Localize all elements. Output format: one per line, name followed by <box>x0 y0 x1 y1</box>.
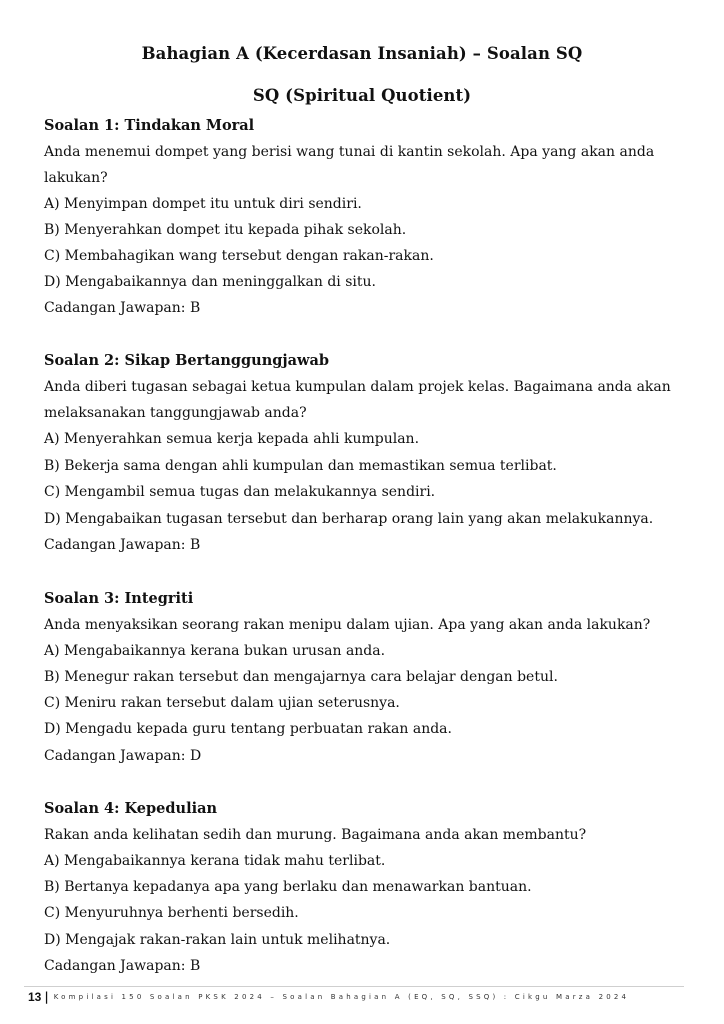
question-4-prompt-line-1: Rakan anda kelihatan sedih dan murung. Bagaimana anda akan membantu? <box>44 827 587 843</box>
question-4-title: Soalan 4: Kepedulian <box>44 800 218 817</box>
question-1-option-a: A) Menyimpan dompet itu untuk diri sendiri. <box>44 196 362 212</box>
question-1-option-c: C) Membahagikan wang tersebut dengan rakan-rakan. <box>44 248 434 264</box>
question-2-prompt-line-2: melaksanakan tanggungjawab anda? <box>44 405 307 421</box>
question-2-option-c: C) Mengambil semua tugas dan melakukannya sendiri. <box>44 484 436 500</box>
question-2-option-d: D) Mengabaikan tugasan tersebut dan berharap orang lain yang akan melakukannya. <box>44 511 654 527</box>
question-1-title: Soalan 1: Tindakan Moral <box>44 117 255 134</box>
question-4-option-b: B) Bertanya kepadanya apa yang berlaku dan menawarkan bantuan. <box>44 879 532 895</box>
question-1-option-d: D) Mengabaikannya dan meninggalkan di situ. <box>44 274 376 290</box>
footer-separator: | <box>44 990 49 1004</box>
question-4-option-c: C) Menyuruhnya berhenti bersedih. <box>44 905 299 921</box>
page-title: Bahagian A (Kecerdasan Insaniah) – Soalan SQ <box>141 44 583 63</box>
question-2-option-a: A) Menyerahkan semua kerja kepada ahli kumpulan. <box>44 431 420 447</box>
question-3-option-b: B) Menegur rakan tersebut dan mengajarnya cara belajar dengan betul. <box>44 669 558 685</box>
question-3-option-c: C) Meniru rakan tersebut dalam ujian seterusnya. <box>44 695 400 711</box>
question-2-option-b: B) Bekerja sama dengan ahli kumpulan dan memastikan semua terlibat. <box>44 458 557 474</box>
question-3-title: Soalan 3: Integriti <box>44 590 194 607</box>
question-1-prompt-line-1: Anda menemui dompet yang berisi wang tunai di kantin sekolah. Apa yang akan anda <box>44 144 655 160</box>
page-subtitle: SQ (Spiritual Quotient) <box>252 86 472 105</box>
question-1-prompt-line-2: lakukan? <box>44 170 108 186</box>
page-footer <box>28 990 629 1004</box>
question-1-answer: Cadangan Jawapan: B <box>44 300 201 316</box>
footer-divider <box>24 986 684 987</box>
question-2-prompt-line-1: Anda diberi tugasan sebagai ketua kumpulan dalam projek kelas. Bagaimana anda akan <box>44 379 671 395</box>
question-4-option-a: A) Mengabaikannya kerana tidak mahu terlibat. <box>44 853 386 869</box>
page-number: 13 <box>28 990 42 1004</box>
question-4-option-d: D) Mengajak rakan-rakan lain untuk melihatnya. <box>44 932 391 948</box>
question-3-answer: Cadangan Jawapan: D <box>44 748 202 764</box>
question-2-title: Soalan 2: Sikap Bertanggungjawab <box>44 352 330 369</box>
question-3-option-a: A) Mengabaikannya kerana bukan urusan anda. <box>44 643 386 659</box>
question-3-option-d: D) Mengadu kepada guru tentang perbuatan rakan anda. <box>44 721 452 737</box>
question-3-prompt-line-1: Anda menyaksikan seorang rakan menipu dalam ujian. Apa yang akan anda lakukan? <box>44 617 651 633</box>
question-1-option-b: B) Menyerahkan dompet itu kepada pihak sekolah. <box>44 222 407 238</box>
question-4-answer: Cadangan Jawapan: B <box>44 958 201 974</box>
question-2-answer: Cadangan Jawapan: B <box>44 537 201 553</box>
footer-text: Kompilasi 150 Soalan PKSK 2024 – Soalan Bahagian A (EQ, SQ, SSQ) : Cikgu Marza 2024 <box>53 993 630 1001</box>
